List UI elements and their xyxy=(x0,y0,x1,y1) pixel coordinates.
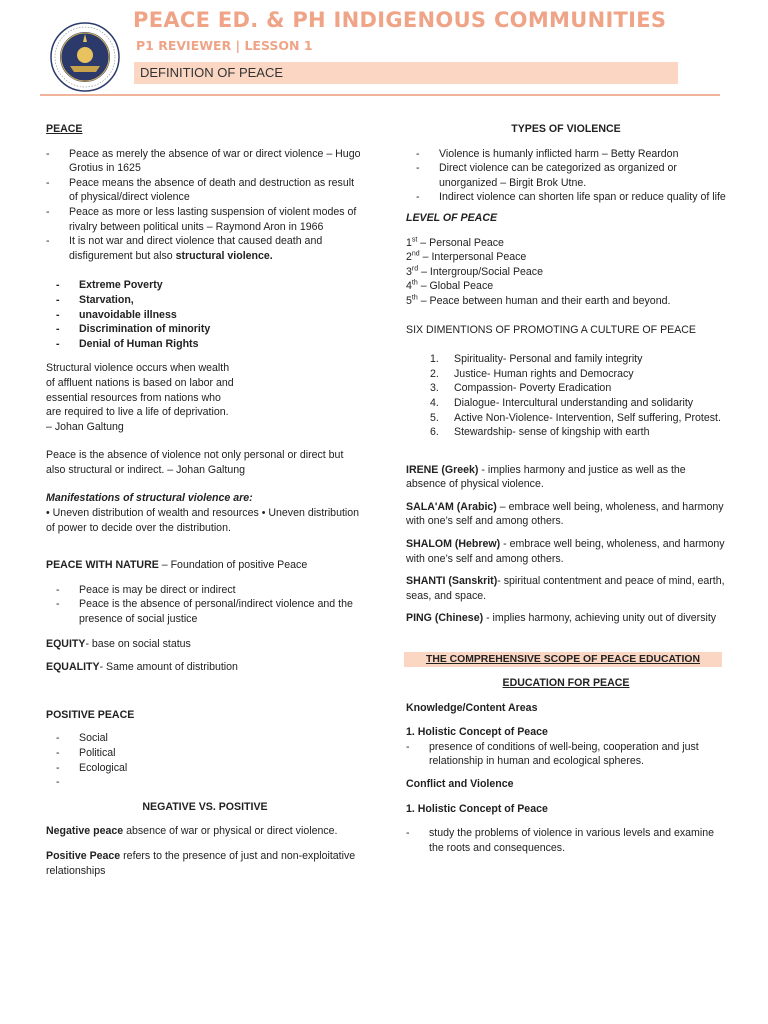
list-item: - unavoidable illness xyxy=(46,308,364,323)
list-item: - Indirect violence can shorten life span or reduce quality of life xyxy=(406,190,726,205)
text-line: – Johan Galtung xyxy=(46,420,124,433)
list-item: 5. Active Non-Violence- Intervention, Self suffering, Protest. xyxy=(430,411,721,424)
holistic-concept-heading: 1. Holistic Concept of Peace xyxy=(406,726,548,739)
conflict-and-violence-heading: Conflict and Violence xyxy=(406,778,514,790)
list-item: 3. Compassion- Poverty Eradication xyxy=(430,382,612,395)
types-of-violence-heading: TYPES OF VIOLENCE xyxy=(511,123,621,135)
education-for-peace-heading: EDUCATION FOR PEACE xyxy=(502,677,630,690)
manifestations-text: • Uneven distribution of wealth and resources • Uneven distribution of power to decide over the distribution. xyxy=(46,507,360,534)
list-item xyxy=(46,234,364,263)
text-line: of affluent nations is based on labor and xyxy=(46,376,234,389)
positive-peace-list xyxy=(46,731,364,789)
manifestations-heading: Manifestations of structural violence are: xyxy=(46,492,253,505)
list-item xyxy=(46,775,364,790)
page-header xyxy=(0,0,768,100)
university-seal-icon xyxy=(50,22,120,92)
six-dimensions-heading: SIX DIMENTIONS OF PROMOTING A CULTURE OF PEACE xyxy=(406,323,696,336)
knowledge-heading: Knowledge/Content Areas xyxy=(406,701,538,714)
level-item: 4th – Global Peace xyxy=(406,279,494,293)
positive-peace-heading: POSITIVE PEACE xyxy=(46,708,135,721)
list-item: - Peace as merely the absence of war or direct violence – Hugo Grotius in 1625 xyxy=(46,147,364,176)
equality-definition xyxy=(46,660,364,675)
list-item: 1. Spirituality- Personal and family integrity xyxy=(430,353,643,366)
scope-of-peace-education-banner: THE COMPREHENSIVE SCOPE OF PEACE EDUCATION xyxy=(404,652,722,667)
six-dimensions-list xyxy=(406,352,726,440)
list-item: - study the problems of violence in various levels and examine the roots and consequences. xyxy=(406,826,726,855)
section-title: DEFINITION OF PEACE xyxy=(140,65,284,80)
positive-peace-definition xyxy=(46,849,364,878)
term-salaam: SALA'AM (Arabic) – embrace well being, wholeness, and harmony with one’s self and among others. xyxy=(406,500,724,528)
list-item: - Peace is the absence of personal/indirect violence and the presence of social justice xyxy=(46,597,364,626)
list-item: - Ecological xyxy=(46,761,364,776)
list-item: 2. Justice- Human rights and Democracy xyxy=(430,367,634,380)
types-of-violence-list xyxy=(406,147,726,205)
equity-definition xyxy=(46,637,364,652)
holistic-concept-list-2 xyxy=(406,826,726,855)
term-irene: IRENE (Greek) - implies harmony and justice as well as the absence of physical violence. xyxy=(406,463,686,491)
left-column xyxy=(46,122,364,878)
holistic-concept-heading-2: 1. Holistic Concept of Peace xyxy=(406,802,548,815)
peace-with-nature xyxy=(46,558,364,573)
equality-term: EQUALITY xyxy=(46,661,100,674)
level-of-peace-heading: LEVEL OF PEACE xyxy=(406,211,498,224)
galtung-quote: Peace is the absence of violence not only personal or direct but also structural or indirect. – Johan Galtung xyxy=(46,449,344,476)
list-item-text: It is not war and direct violence that caused death and disfigurement but also xyxy=(69,235,323,262)
list-item: - Direct violence can be categorized as organized or unorganized – Birgit Brok Utne. xyxy=(406,161,726,190)
holistic-concept-list xyxy=(406,740,726,769)
level-of-peace-list xyxy=(406,236,726,309)
list-item: - Peace is may be direct or indirect xyxy=(46,583,364,598)
text-line: are required to live a life of deprivation. xyxy=(46,406,229,419)
right-column xyxy=(406,122,726,855)
equity-def: - base on social status xyxy=(85,637,191,650)
list-item: - Extreme Poverty xyxy=(46,278,364,293)
list-item: - Political xyxy=(46,746,364,761)
level-item: 3rd – Intergroup/Social Peace xyxy=(406,265,543,278)
list-item: - presence of conditions of well-being, cooperation and just relationship in human and ecological spheres. xyxy=(406,740,726,769)
text-line: essential resources from nations who xyxy=(46,391,221,404)
negative-peace-definition xyxy=(46,824,364,839)
level-item: 5th – Peace between human and their earth and beyond. xyxy=(406,294,671,307)
header-divider xyxy=(40,94,720,96)
list-item: - Discrimination of minority xyxy=(46,322,364,337)
section-banner xyxy=(134,62,678,84)
structural-violence-paragraph xyxy=(46,361,364,434)
nature-term: PEACE WITH NATURE xyxy=(46,559,159,572)
list-item: 6. Stewardship- sense of kingship with earth xyxy=(430,426,650,439)
negative-peace-def: absence of war or physical or direct violence. xyxy=(123,825,338,838)
structural-violence-term: structural violence. xyxy=(175,249,273,262)
term-ping: PING (Chinese) - implies harmony, achieving unity out of diversity xyxy=(406,612,717,625)
term-shalom: SHALOM (Hebrew) - embrace well being, wholeness, and harmony with one’s self and among others. xyxy=(406,538,725,565)
level-item: 1st – Personal Peace xyxy=(406,236,504,249)
structural-violence-list xyxy=(46,278,364,351)
positive-peace-term: Positive Peace xyxy=(46,849,121,862)
level-item: 2nd – Interpersonal Peace xyxy=(406,250,527,264)
negative-vs-positive-heading: NEGATIVE VS. POSITIVE xyxy=(142,800,268,813)
list-item: - Social xyxy=(46,731,364,746)
list-item: - Starvation, xyxy=(46,293,364,308)
page-title: PEACE ED. & PH INDIGENOUS COMMUNITIES xyxy=(133,8,667,32)
page-subtitle: P1 REVIEWER | LESSON 1 xyxy=(136,38,313,53)
list-item: 4. Dialogue- Intercultural understanding and solidarity xyxy=(430,396,694,409)
term-shanti: SHANTI (Sanskrit)- spiritual contentment and peace of mind, earth, seas, and space. xyxy=(406,575,725,602)
list-item: - Denial of Human Rights xyxy=(46,337,364,352)
nature-def: – Foundation of positive Peace xyxy=(158,559,308,572)
nature-list xyxy=(46,583,364,627)
equality-def: - Same amount of distribution xyxy=(99,661,238,674)
positive-peace-def: refers to the presence of just and non-exploitative relationships xyxy=(46,849,356,877)
text-line: Structural violence occurs when wealth xyxy=(46,362,230,375)
list-item: - Peace means the absence of death and destruction as result of physical/direct violence xyxy=(46,176,364,205)
list-item: - Peace as more or less lasting suspension of violent modes of rivalry between political units – Raymond Aron in 1966 xyxy=(46,205,364,234)
equity-term: EQUITY xyxy=(46,637,86,650)
peace-definitions-list xyxy=(46,147,364,264)
list-item: - Violence is humanly inflicted harm – Betty Reardon xyxy=(406,147,726,162)
peace-heading: PEACE xyxy=(46,123,83,135)
negative-peace-term: Negative peace xyxy=(46,825,124,838)
